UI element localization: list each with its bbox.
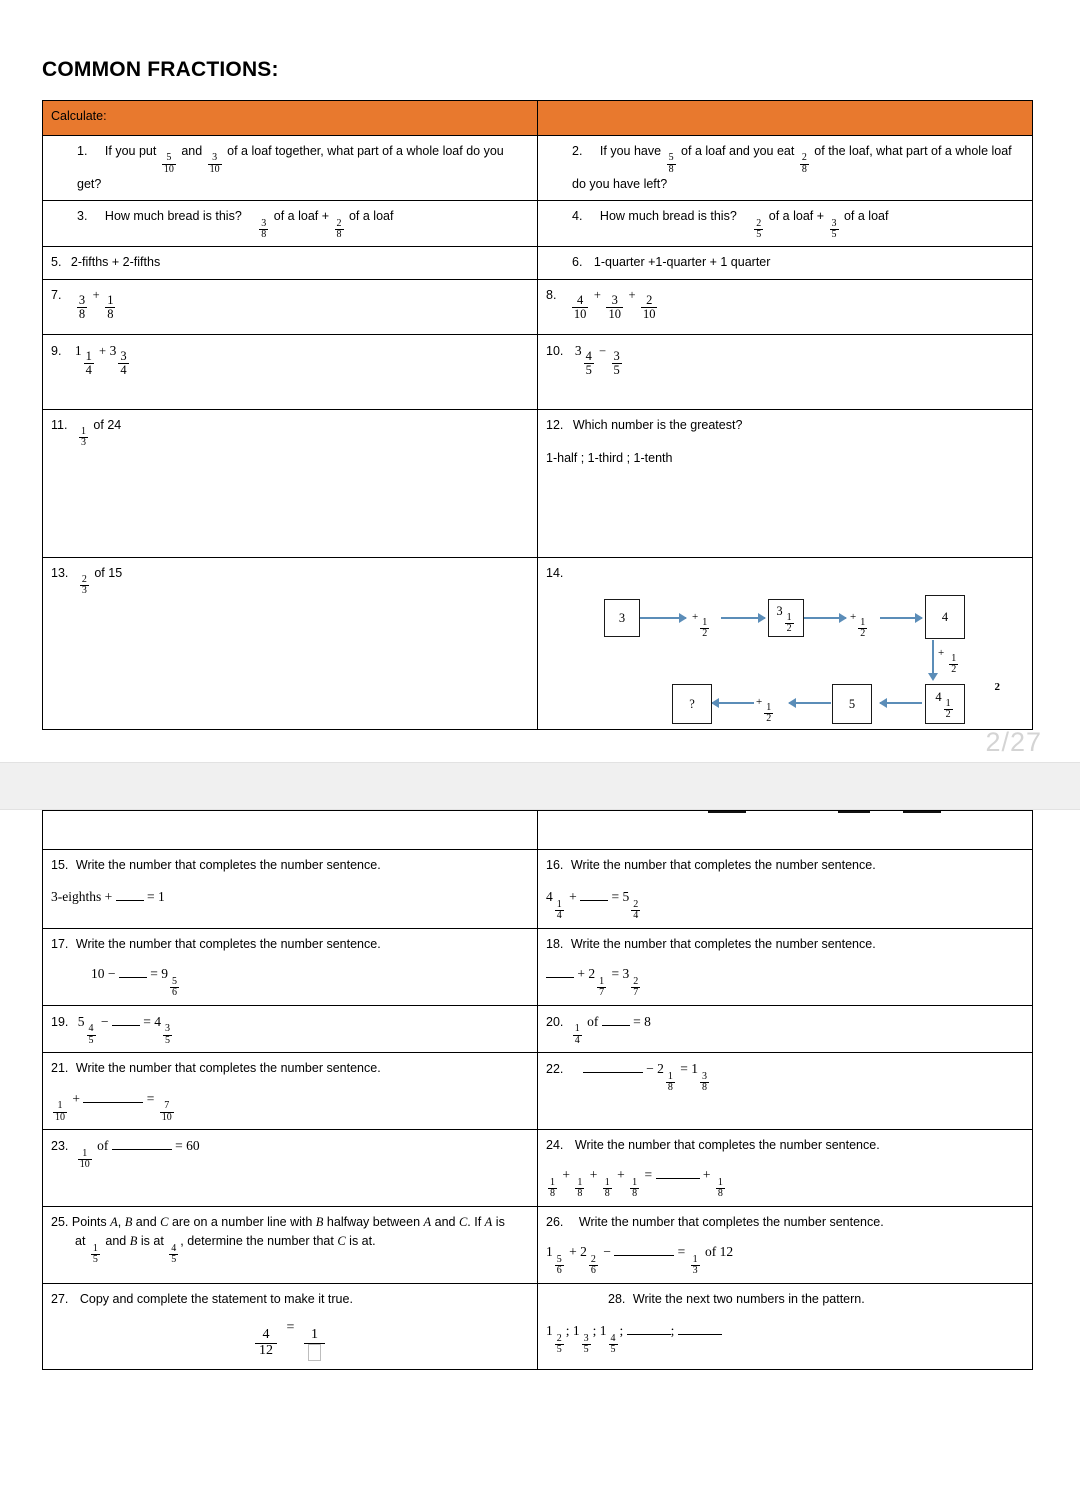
fractions-table-2 (42, 810, 1033, 1370)
table-header-cell-blank (538, 101, 1033, 136)
q22-fraction-b: $\frac{3}{8}$ (702, 1070, 708, 1094)
q12-text: Which number is the greatest? (572, 417, 743, 432)
q7-operator: + (92, 287, 100, 302)
q28-number: 28. (608, 1291, 626, 1306)
q18-number: 18. (546, 937, 564, 951)
question-27 (43, 1283, 538, 1369)
q22-whole-b: 1 (691, 1061, 699, 1077)
table-row (43, 557, 1033, 729)
question-1 (43, 136, 538, 201)
q25-point-b: B (124, 1214, 133, 1229)
q26-prompt: Write the number that completes the number sentence. (578, 1214, 884, 1229)
q2-number: 2. (572, 144, 583, 158)
flow-node-1: 3 (604, 599, 640, 637)
flow-node4-fraction: $\frac{1}{2}$ (945, 697, 951, 721)
question-26 (538, 1206, 1033, 1283)
q19-number: 19. (51, 1014, 69, 1029)
q20-answer-blank[interactable] (602, 1025, 630, 1026)
question-16 (538, 850, 1033, 929)
q16-number: 16. (546, 858, 564, 872)
q18-fraction-b: $\frac{2}{7}$ (633, 976, 639, 999)
q1-fraction-a: $\frac{5}{10}$ (163, 152, 174, 175)
q3-number: 3. (77, 209, 88, 224)
q4-number: 4. (572, 209, 583, 224)
page-title: COMMON FRACTIONS: (42, 58, 279, 81)
q9-number: 9. (51, 343, 62, 358)
table-row (43, 279, 1033, 334)
q25-fraction-b: $\frac{4}{5}$ (171, 1242, 177, 1265)
page-number: 2 (994, 681, 1000, 693)
flow-operation-2: + $\frac{1}{2}$ (850, 611, 866, 640)
q1-fraction-b: $\frac{3}{10}$ (209, 152, 220, 175)
q2-text-a: If you have (599, 144, 662, 158)
q28-sep-1: ; (565, 1323, 570, 1339)
table-row (43, 1206, 1033, 1283)
question-14 (538, 557, 1033, 729)
question-15 (43, 850, 538, 929)
q23-text-a: of (97, 1138, 109, 1154)
q26-number: 26. (546, 1214, 564, 1229)
clipped-header-right (538, 811, 1033, 850)
q24-term-2: $\frac{1}{8}$ (577, 1177, 583, 1200)
clipped-text-mark (708, 811, 746, 814)
table-row (43, 929, 1033, 1006)
q27-number: 27. (51, 1291, 69, 1306)
question-22 (538, 1053, 1033, 1130)
q5-number: 5. (51, 255, 62, 270)
q26-tail: of 12 (705, 1244, 734, 1260)
flow-node2-fraction: $\frac{1}{2}$ (786, 611, 792, 635)
question-4 (538, 201, 1033, 247)
q27-equals: = (286, 1320, 295, 1336)
q15-expr-a: 3-eighths + (51, 889, 113, 905)
table-row (43, 850, 1033, 929)
q17-equals: = (150, 966, 158, 982)
q16-fraction-a: $\frac{1}{4}$ (556, 899, 562, 922)
table-row (43, 201, 1033, 247)
q17-lhs: 10 − (91, 966, 116, 982)
table-header-cell: Calculate: (43, 101, 538, 136)
clipped-text-mark (838, 811, 870, 814)
q1-text-b: and (181, 144, 203, 158)
q25-point-a3: A (484, 1214, 493, 1229)
q23-number: 23. (51, 1139, 69, 1154)
flow-op2-fraction: $\frac{1}{2}$ (860, 616, 866, 640)
question-23 (43, 1130, 538, 1207)
q22-equals: = (680, 1061, 688, 1077)
q3-text-a: How much bread is this? (104, 209, 242, 224)
q10-fraction-a: $\frac{4}{5}$ (585, 349, 592, 378)
flow-arrow-5 (932, 640, 934, 674)
q16-prompt: Write the number that completes the number sentence. (570, 858, 876, 872)
clipped-header-left (43, 811, 538, 850)
q17-fraction-b: $\frac{5}{6}$ (172, 976, 177, 999)
q13-fraction: $\frac{2}{3}$ (81, 574, 87, 597)
q25-point-c: C (160, 1214, 169, 1229)
q26-fraction-c: $\frac{1}{3}$ (692, 1253, 698, 1277)
q21-equals: = (146, 1090, 155, 1106)
q16-whole-a: 4 (546, 889, 553, 905)
q17-answer-blank[interactable] (119, 977, 147, 978)
q15-number: 15. (51, 858, 69, 872)
q26-fraction-b: $\frac{2}{6}$ (590, 1253, 596, 1277)
q28-answer-blank-1[interactable] (627, 1334, 671, 1335)
q26-answer-blank[interactable] (614, 1255, 674, 1256)
table-row (43, 1053, 1033, 1130)
q26-whole-a: 1 (546, 1244, 553, 1260)
q9-fraction-b: $\frac{3}{4}$ (120, 349, 127, 378)
q22-answer-blank[interactable] (583, 1072, 643, 1073)
q28-sep-2: ; (592, 1323, 597, 1339)
q3-fraction-b: $\frac{2}{8}$ (336, 217, 342, 241)
q25-point-b3: B (129, 1234, 138, 1249)
question-21 (43, 1053, 538, 1130)
q25-fraction-a: $\frac{1}{5}$ (92, 1242, 98, 1265)
q18-whole-a: 2 (588, 966, 596, 982)
flow-node-4: 4 $\frac{1}{2}$ (925, 684, 965, 724)
q16-equals: = (611, 889, 620, 905)
q22-number: 22. (546, 1062, 564, 1077)
question-11 (43, 409, 538, 557)
q12-number: 12. (546, 417, 564, 432)
q25-line1-f: and (431, 1214, 459, 1229)
q25-line1-d: are on a number line with (168, 1214, 316, 1229)
table-row (43, 1283, 1033, 1369)
q4-text-b: of a loaf + (768, 209, 825, 224)
question-18 (538, 929, 1033, 1006)
q25-line1-c: and (132, 1214, 161, 1229)
q23-answer-blank[interactable] (112, 1149, 172, 1150)
q8-fraction-a: $\frac{4}{10}$ (573, 293, 587, 322)
q23-fraction: $\frac{1}{10}$ (79, 1147, 90, 1171)
q26-operator-1: + (569, 1244, 577, 1260)
q17-whole-b: 9 (161, 966, 168, 982)
q24-equals: = (644, 1167, 653, 1183)
q8-number: 8. (546, 287, 557, 302)
q28-term1-fraction: $\frac{2}{5}$ (556, 1332, 562, 1356)
q25-line2-e: is at. (349, 1234, 376, 1249)
q27-fraction-b: 1 (304, 1328, 325, 1363)
q24-number: 24. (546, 1138, 564, 1153)
q10-fraction-b: $\frac{3}{5}$ (613, 349, 620, 378)
q3-text-c: of a loaf (348, 209, 394, 224)
table-row (43, 1005, 1033, 1052)
q21-fraction-a: $\frac{1}{10}$ (55, 1100, 65, 1123)
question-6 (538, 247, 1033, 279)
q17-number: 17. (51, 937, 69, 951)
q10-operator: − (599, 343, 607, 358)
q16-fraction-b: $\frac{2}{4}$ (633, 899, 639, 922)
q2-fraction-a: $\frac{5}{8}$ (668, 152, 674, 175)
flow-arrow-8 (712, 702, 754, 704)
fractions-table-1 (42, 100, 1033, 730)
question-12 (538, 409, 1033, 557)
q9-whole-a: 1 (74, 342, 82, 358)
q11-number: 11. (51, 417, 68, 432)
question-19 (43, 1005, 538, 1052)
q28-term2-fraction: $\frac{3}{5}$ (583, 1332, 589, 1356)
flow-node-5: 5 (832, 684, 872, 724)
question-9 (43, 334, 538, 409)
q21-operator: + (72, 1090, 80, 1106)
q24-op-1: + (562, 1167, 570, 1183)
flow-node-6: ? (672, 684, 712, 724)
flow-arrow-7 (789, 702, 831, 704)
q26-equals: = (677, 1244, 686, 1260)
question-20 (538, 1005, 1033, 1052)
flow-arrow-3 (804, 617, 846, 619)
question-3 (43, 201, 538, 247)
flow-operation-3: + $\frac{1}{2}$ (938, 647, 957, 676)
q9-fraction-a: $\frac{1}{4}$ (85, 349, 92, 378)
q24-op-2: + (589, 1167, 598, 1183)
question-17 (43, 929, 538, 1006)
q24-op-3: + (617, 1167, 625, 1183)
q23-text-b: = 60 (175, 1138, 200, 1154)
flow-operation-4: + $\frac{1}{2}$ (756, 696, 772, 725)
q18-whole-b: 3 (622, 966, 630, 982)
table-row (43, 1130, 1033, 1207)
table-row (43, 247, 1033, 279)
q19-whole-a: 5 (77, 1013, 85, 1029)
q8-operator-2: + (628, 287, 636, 302)
q15-answer-blank[interactable] (116, 900, 144, 901)
question-25 (43, 1206, 538, 1283)
q8-operator-1: + (593, 287, 601, 302)
q25-line1-g: . If (467, 1214, 485, 1229)
q2-fraction-b: $\frac{2}{8}$ (801, 152, 807, 175)
q19-fraction-b: $\frac{3}{5}$ (165, 1023, 171, 1046)
q19-fraction-a: $\frac{4}{5}$ (88, 1023, 94, 1046)
table-row (43, 334, 1033, 409)
q25-line2-a: at (75, 1234, 86, 1249)
q19-equals: = (143, 1013, 151, 1029)
q25-point-c3: C (337, 1234, 346, 1249)
answer-box[interactable] (308, 1344, 321, 1361)
q25-point-c2: C (458, 1214, 468, 1229)
q25-line2-d: , determine the number that (180, 1234, 334, 1249)
table-row (43, 409, 1033, 557)
q25-point-b2: B (315, 1214, 324, 1229)
flow-operation-1: + $\frac{1}{2}$ (692, 611, 708, 640)
q21-number: 21. (51, 1061, 69, 1076)
q22-whole-a: 2 (657, 1061, 664, 1077)
question-13 (43, 557, 538, 729)
q25-line1-h: is (492, 1214, 505, 1229)
q19-answer-blank[interactable] (112, 1025, 140, 1026)
q6-text: 1-quarter +1-quarter + 1 quarter (593, 255, 771, 270)
flow-op4-fraction: $\frac{1}{2}$ (766, 701, 772, 725)
q4-text-a: How much bread is this? (599, 209, 737, 224)
q25-line1-e: halfway between (323, 1214, 424, 1229)
q24-term-3: $\frac{1}{8}$ (604, 1177, 610, 1200)
flow-arrow-1 (640, 617, 686, 619)
q28-sep-3: ; (619, 1323, 624, 1339)
q20-fraction: $\frac{1}{4}$ (574, 1023, 580, 1046)
q22-operator: − (646, 1061, 654, 1077)
q1-number: 1. (77, 144, 88, 158)
q28-term3-whole: 1 (599, 1323, 607, 1339)
q24-term-1: $\frac{1}{8}$ (550, 1177, 555, 1200)
page-2 (0, 810, 1080, 1506)
q1-text-c: of a loaf together, what part of a whole loaf do you get? (77, 144, 504, 192)
q7-number: 7. (51, 287, 62, 302)
q24-op-4: + (702, 1167, 711, 1183)
q27-fraction-a: $\frac{4}{12}$ (255, 1328, 277, 1358)
page-separator (0, 762, 1080, 810)
q28-prompt: Write the next two numbers in the pattern. (632, 1291, 865, 1306)
flow-arrow-4 (880, 617, 922, 619)
q1-text-a: If you put (104, 144, 157, 158)
q9-operator: + (99, 343, 107, 358)
q25-line2-b: and (105, 1234, 127, 1249)
q3-text-b: of a loaf + (273, 209, 330, 224)
q28-term2-whole: 1 (572, 1323, 580, 1339)
q11-text: of 24 (93, 417, 122, 432)
q24-answer-blank[interactable] (656, 1178, 700, 1179)
q20-text-b: = 8 (633, 1013, 651, 1029)
q25-point-a2: A (423, 1214, 432, 1229)
question-5 (43, 247, 538, 279)
q26-whole-b: 2 (580, 1244, 587, 1260)
q13-text: of 15 (94, 565, 123, 580)
question-10 (538, 334, 1033, 409)
q16-answer-blank[interactable] (580, 900, 608, 901)
q19-operator: − (100, 1013, 109, 1029)
q24-prompt: Write the number that completes the number sentence. (574, 1138, 880, 1153)
q25-line1-b: , (117, 1214, 125, 1229)
question-28 (538, 1283, 1033, 1369)
q25-line1-a: Points (71, 1214, 111, 1229)
question-2 (538, 136, 1033, 201)
q16-whole-b: 5 (622, 889, 630, 905)
page-indicator: 2/27 (985, 727, 1042, 757)
table-row (43, 136, 1033, 201)
q10-number: 10. (546, 343, 564, 358)
q4-text-c: of a loaf (843, 209, 889, 224)
q22-fraction-a: $\frac{1}{8}$ (667, 1070, 673, 1094)
question-8 (538, 279, 1033, 334)
question-24 (538, 1130, 1033, 1207)
q21-answer-blank[interactable] (83, 1102, 143, 1103)
q19-whole-b: 4 (154, 1013, 162, 1029)
q16-operator: + (569, 889, 577, 905)
q21-fraction-b: $\frac{7}{10}$ (161, 1100, 172, 1123)
q8-fraction-c: $\frac{2}{10}$ (642, 293, 656, 322)
clipped-text-mark (903, 811, 941, 814)
q21-prompt: Write the number that completes the number sentence. (75, 1061, 381, 1076)
q26-operator-2: − (603, 1244, 611, 1260)
q4-fraction-b: $\frac{3}{5}$ (831, 217, 837, 241)
q9-whole-b: 3 (109, 342, 117, 358)
q11-fraction: $\frac{1}{3}$ (80, 426, 86, 449)
q12-options: 1-half ; 1-third ; 1-tenth (546, 451, 673, 466)
q20-text-a: of (587, 1013, 599, 1029)
q7-fraction-b: $\frac{1}{8}$ (107, 293, 114, 322)
q25-line2-c: is at (140, 1234, 164, 1249)
flow-diagram (604, 595, 979, 723)
flow-op1-fraction: $\frac{1}{2}$ (702, 616, 708, 640)
q15-prompt: Write the number that completes the number sentence. (75, 858, 381, 872)
q6-number: 6. (572, 255, 583, 270)
q13-number: 13. (51, 565, 69, 580)
q10-whole-a: 3 (574, 342, 582, 358)
q27-prompt: Copy and complete the statement to make it true. (79, 1291, 353, 1306)
q24-term-4: $\frac{1}{8}$ (632, 1177, 638, 1200)
q15-expr-b: = 1 (146, 889, 165, 905)
q24-term-5: $\frac{1}{8}$ (717, 1177, 723, 1200)
q4-fraction-a: $\frac{2}{5}$ (756, 217, 762, 241)
q14-number: 14. (546, 565, 564, 580)
q18-operator: + (577, 966, 585, 982)
q28-sep-4: ; (670, 1323, 675, 1339)
table-header-row (43, 101, 1033, 136)
q26-fraction-a: $\frac{5}{6}$ (556, 1253, 562, 1277)
flow-arrow-2 (721, 617, 765, 619)
flow-node-2: 3 $\frac{1}{2}$ (768, 599, 804, 637)
q7-fraction-a: $\frac{3}{8}$ (78, 293, 86, 322)
q20-number: 20. (546, 1014, 564, 1029)
flow-arrow-6 (880, 702, 922, 704)
q28-term1-whole: 1 (546, 1323, 553, 1339)
q28-answer-blank-2[interactable] (678, 1334, 722, 1335)
q18-equals: = (611, 966, 620, 982)
question-7 (43, 279, 538, 334)
q2-text-b: of a loaf and you eat (681, 144, 795, 158)
q18-prompt: Write the number that completes the number sentence. (570, 937, 876, 951)
flow-op3-fraction: $\frac{1}{2}$ (951, 652, 957, 676)
q2-text-c: of the loaf, what part of a whole loaf do you have left? (572, 144, 1012, 192)
q25-number: 25. (51, 1214, 69, 1229)
table-row (43, 811, 1033, 850)
q5-text: 2-fifths + 2-fifths (70, 255, 161, 270)
q25-point-a: A (110, 1214, 118, 1229)
flow-node-3: 4 (925, 595, 965, 639)
q28-term3-fraction: $\frac{4}{5}$ (610, 1332, 616, 1356)
q27-denominator-blank[interactable] (304, 1343, 325, 1364)
q3-fraction-a: $\frac{3}{8}$ (261, 217, 267, 241)
q17-prompt: Write the number that completes the number sentence. (75, 937, 381, 951)
q18-answer-blank[interactable] (546, 977, 574, 978)
q18-fraction-a: $\frac{1}{7}$ (599, 976, 605, 999)
q8-fraction-b: $\frac{3}{10}$ (608, 293, 621, 322)
